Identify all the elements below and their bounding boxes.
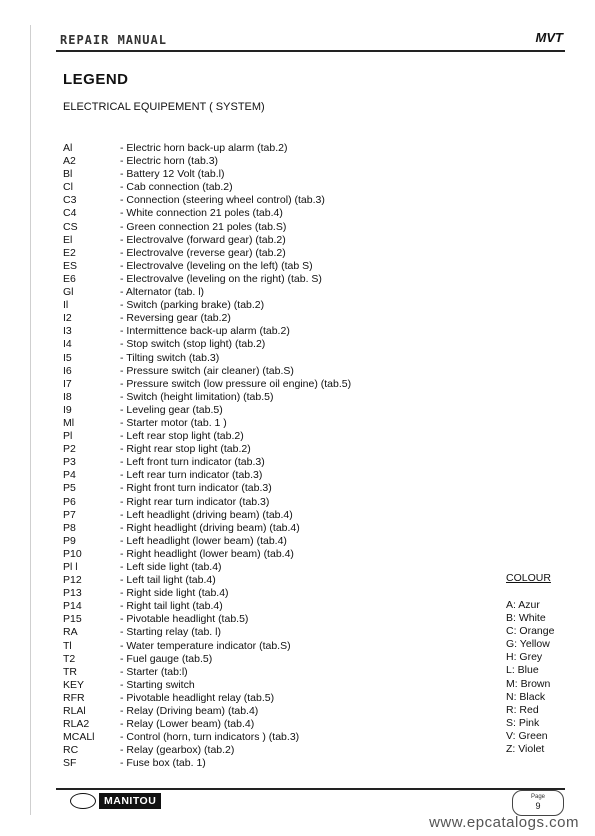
legend-code: Tl	[63, 639, 72, 652]
legend-description: - Reversing gear (tab.2)	[120, 312, 231, 325]
legend-description: - Leveling gear (tab.5)	[120, 403, 223, 416]
legend-description: - Left front turn indicator (tab.3)	[120, 456, 265, 469]
legend-description: - Left rear turn indicator (tab.3)	[120, 469, 263, 482]
legend-item	[63, 155, 351, 168]
legend-item	[63, 142, 351, 155]
page-number: 9	[535, 801, 541, 811]
legend-code: I7	[63, 377, 72, 390]
legend-item	[63, 391, 351, 404]
page-label: Page	[530, 794, 545, 800]
legend-code: P13	[63, 587, 82, 600]
colour-item: Z: Violet	[506, 743, 545, 756]
legend-description: - Right tail light (tab.4)	[120, 600, 223, 613]
legend-code: I3	[63, 325, 72, 338]
legend-code: Cl	[63, 181, 73, 194]
legend-code: Pl	[63, 430, 73, 443]
legend-description: - Pressure switch (air cleaner) (tab.S)	[120, 364, 294, 377]
legend-description: - Cab connection (tab.2)	[120, 181, 233, 194]
legend-description: - Switch (parking brake) (tab.2)	[120, 299, 265, 312]
legend-description: - Left side light (tab.4)	[120, 561, 222, 573]
header-title: REPAIR MANUAL	[60, 33, 167, 47]
legend-code: P6	[63, 495, 76, 508]
legend-item	[63, 509, 351, 522]
legend-code: RA	[63, 626, 78, 639]
legend-item	[63, 312, 351, 325]
legend-item	[63, 692, 351, 705]
legend-description: - Relay (Lower beam) (tab.4)	[120, 718, 255, 731]
legend-code: E2	[63, 246, 76, 259]
legend-description: - Fuel gauge (tab.5)	[120, 652, 213, 665]
colour-item: G: Yellow	[506, 638, 550, 651]
legend-item	[63, 731, 351, 744]
legend-item	[63, 718, 351, 731]
legend-item	[63, 247, 351, 260]
legend-item	[63, 469, 351, 482]
legend-code: El	[63, 233, 73, 246]
footer-divider	[56, 788, 565, 790]
legend-description: - Right side light (tab.4)	[120, 587, 229, 600]
legend-item	[63, 587, 351, 600]
legend-item	[63, 496, 351, 509]
legend-code: P7	[63, 508, 76, 521]
colour-item: V: Green	[506, 729, 548, 742]
legend-item	[63, 352, 351, 365]
legend-description: - Left headlight (driving beam) (tab.4)	[120, 508, 293, 521]
legend-item	[63, 744, 351, 757]
legend-description: - Pivotable headlight (tab.5)	[120, 613, 249, 626]
legend-code: KEY	[63, 678, 85, 691]
legend-code: CS	[63, 220, 78, 233]
legend-item	[63, 207, 351, 220]
colour-item: M: Brown	[506, 677, 551, 690]
legend-item	[63, 561, 351, 574]
colour-item: N: Black	[506, 690, 546, 703]
header-model: MVT	[535, 30, 563, 45]
legend-description: - Intermittence back-up alarm (tab.2)	[120, 325, 290, 338]
legend-code: I9	[63, 403, 72, 416]
legend-item	[63, 705, 351, 718]
colour-item: C: Orange	[506, 625, 555, 638]
legend-item	[63, 548, 351, 561]
legend-item	[63, 626, 351, 639]
legend-item	[63, 234, 351, 247]
legend-code: P15	[63, 613, 82, 626]
legend-code: P14	[63, 600, 82, 613]
legend-item	[63, 600, 351, 613]
legend-description: - Starting relay (tab. l)	[120, 626, 221, 639]
legend-item	[63, 679, 351, 692]
legend-description: - Left headlight (lower beam) (tab.4)	[120, 534, 287, 547]
legend-code: Il	[63, 299, 69, 312]
legend-description: - Tilting switch (tab.3)	[120, 351, 220, 364]
legend-item	[63, 194, 351, 207]
legend-code: RLA2	[63, 718, 90, 731]
legend-description: - Starter (tab:l)	[120, 665, 188, 678]
legend-description: - Control (horn, turn indicators ) (tab.3)	[120, 731, 300, 744]
legend-code: MCALl	[63, 731, 95, 744]
legend-code: P2	[63, 443, 76, 456]
colour-item: H: Grey	[506, 651, 543, 664]
legend-description: - Electrovalve (reverse gear) (tab.2)	[120, 246, 286, 259]
legend-description: - Right rear turn indicator (tab.3)	[120, 495, 270, 508]
legend-item	[63, 653, 351, 666]
legend-description: - Fuse box (tab. 1)	[120, 757, 206, 770]
legend-code: TR	[63, 665, 77, 678]
legend-code: ES	[63, 259, 78, 272]
legend-code: RC	[63, 744, 79, 757]
legend-code: I6	[63, 364, 72, 377]
colour-item: S: Pink	[506, 716, 540, 729]
page-number-box	[512, 790, 564, 816]
legend-code: C4	[63, 207, 77, 220]
legend-code: Gl	[63, 286, 74, 299]
legend-item	[63, 613, 351, 626]
legend-item	[63, 378, 351, 391]
legend-code: I4	[63, 338, 72, 351]
legend-item	[63, 221, 351, 234]
legend-description: - White connection 21 poles (tab.4)	[120, 207, 283, 220]
legend-code: T2	[63, 652, 76, 665]
legend-item	[63, 260, 351, 273]
legend-code: P4	[63, 469, 76, 482]
legend-description: - Right front turn indicator (tab.3)	[120, 482, 272, 495]
legend-code: P5	[63, 482, 76, 495]
legend-item	[63, 443, 351, 456]
legend-title: LEGEND	[63, 71, 129, 88]
logo-mark-icon	[70, 793, 96, 809]
legend-item	[63, 181, 351, 194]
legend-description: - Starting switch	[120, 678, 195, 691]
legend-code: I8	[63, 390, 72, 403]
colour-item: L: Blue	[506, 664, 539, 677]
legend-description: - Left rear stop light (tab.2)	[120, 430, 244, 443]
legend-description: - Battery 12 Volt (tab.l)	[120, 168, 225, 181]
legend-description: - Pivotable headlight relay (tab.5)	[120, 691, 275, 704]
legend-description: - Switch (height limitation) (tab.5)	[120, 390, 274, 403]
legend-description: - Connection (steering wheel control) (tab.3)	[120, 194, 325, 207]
legend-description: - Right headlight (driving beam) (tab.4)	[120, 521, 300, 534]
legend-code: SF	[63, 757, 77, 770]
legend-item	[63, 168, 351, 181]
legend-code: P9	[63, 534, 76, 547]
legend-code: Al	[63, 142, 73, 154]
legend-item	[63, 482, 351, 495]
legend-description: - Relay (Driving beam) (tab.4)	[120, 705, 259, 718]
legend-item	[63, 365, 351, 378]
legend-item	[63, 757, 351, 770]
legend-item	[63, 273, 351, 286]
legend-description: - Electric horn (tab.3)	[120, 155, 219, 168]
legend-description: - Electrovalve (forward gear) (tab.2)	[120, 233, 286, 246]
manitou-logo	[70, 792, 161, 810]
legend-item	[63, 574, 351, 587]
legend-description: - Water temperature indicator (tab.S)	[120, 639, 291, 652]
colour-item: R: Red	[506, 703, 539, 716]
legend-item	[63, 522, 351, 535]
legend-code: P8	[63, 521, 76, 534]
legend-item	[63, 325, 351, 338]
legend-description: - Pressure switch (low pressure oil engine) (tab.5)	[120, 377, 352, 390]
legend-item	[63, 417, 351, 430]
legend-code: P3	[63, 456, 76, 469]
legend-code: I2	[63, 312, 72, 325]
legend-code: E6	[63, 272, 76, 285]
logo-text: MANITOU	[99, 793, 161, 809]
legend-item	[63, 299, 351, 312]
legend-item	[63, 286, 351, 299]
legend-item	[63, 535, 351, 548]
colour-item: A: Azur	[506, 599, 540, 611]
legend-description: - Green connection 21 poles (tab.S)	[120, 220, 287, 233]
legend-description: - Stop switch (stop light) (tab.2)	[120, 338, 266, 351]
legend-code: Ml	[63, 416, 75, 429]
colour-list	[506, 599, 554, 756]
section-title: ELECTRICAL EQUIPEMENT ( SYSTEM)	[63, 101, 265, 113]
colour-item: B: White	[506, 612, 546, 625]
legend-code: C3	[63, 194, 77, 207]
legend-code: I5	[63, 351, 72, 364]
legend-code: P10	[63, 547, 82, 560]
legend-description: - Right headlight (lower beam) (tab.4)	[120, 547, 294, 560]
legend-item	[63, 404, 351, 417]
legend-code: RLAl	[63, 705, 86, 718]
legend-item	[63, 456, 351, 469]
legend-description: - Electric horn back-up alarm (tab.2)	[120, 142, 288, 154]
header-divider	[56, 50, 565, 52]
legend-code: Bl	[63, 168, 73, 181]
legend-description: - Electrovalve (leveling on the left) (tab S)	[120, 259, 313, 272]
legend-description: - Alternator (tab. l)	[120, 286, 205, 299]
legend-item	[63, 640, 351, 653]
legend-item	[63, 430, 351, 443]
legend-code: Pl l	[63, 561, 78, 573]
watermark: www.epcatalogs.com	[429, 814, 579, 831]
legend-description: - Left tail light (tab.4)	[120, 574, 216, 587]
legend-code: A2	[63, 155, 76, 168]
legend-item	[63, 666, 351, 679]
legend-description: - Relay (gearbox) (tab.2)	[120, 744, 235, 757]
legend-description: - Right rear stop light (tab.2)	[120, 443, 251, 456]
legend-description: - Starter motor (tab. 1 )	[120, 416, 227, 429]
legend-list	[63, 142, 351, 771]
legend-description: - Electrovalve (leveling on the right) (tab. S)	[120, 272, 322, 285]
colour-title: COLOUR	[506, 572, 551, 584]
colour-legend	[506, 572, 554, 756]
legend-code: RFR	[63, 691, 85, 704]
legend-code: P12	[63, 574, 82, 587]
legend-item	[63, 338, 351, 351]
